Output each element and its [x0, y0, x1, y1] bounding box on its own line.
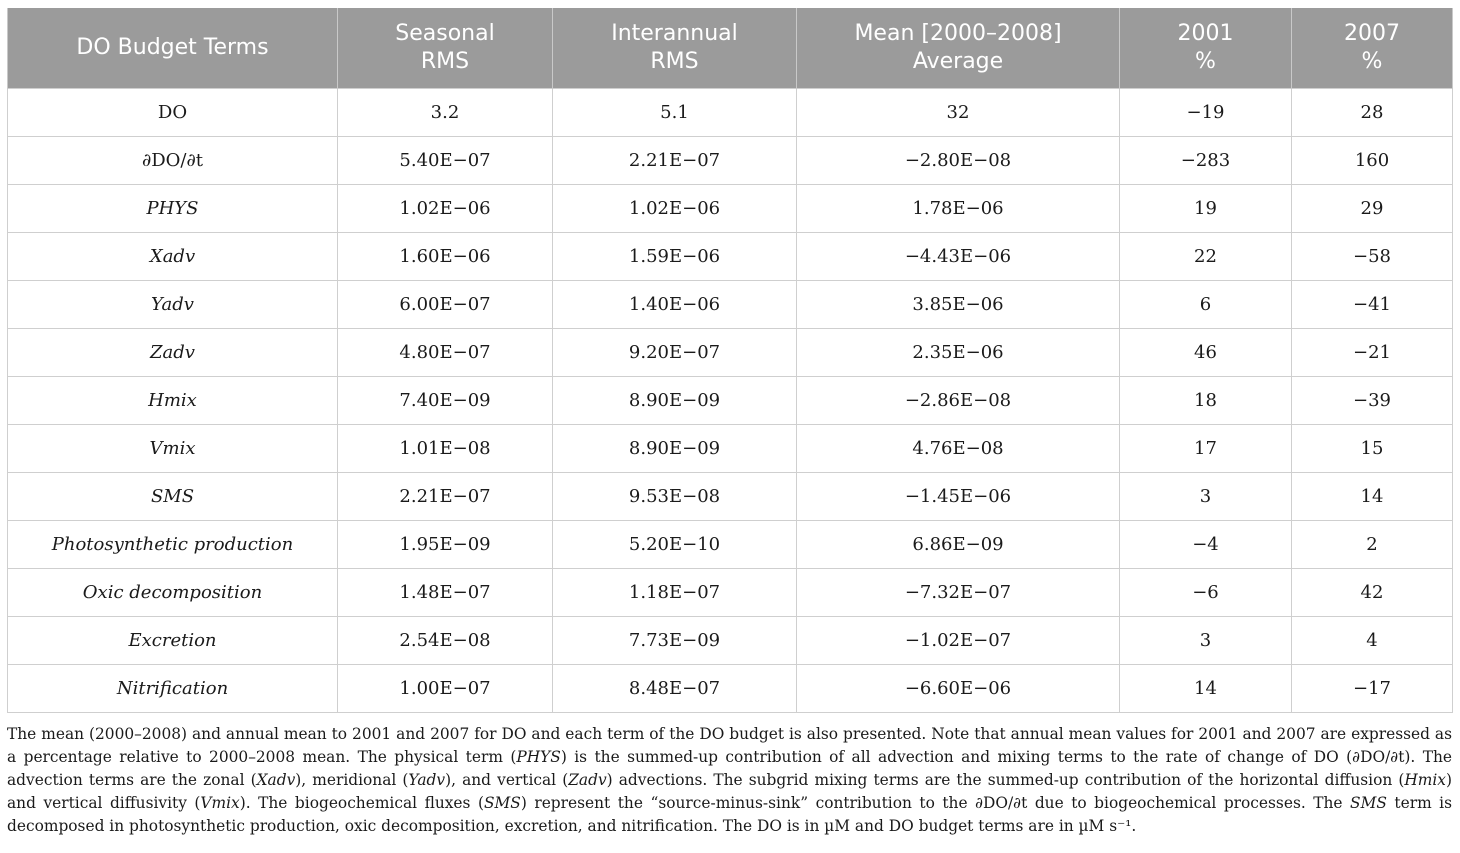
cell-2001-percent: 46 [1120, 329, 1292, 377]
footnote-term: SMS [483, 794, 521, 812]
footnote-term: SMS [1350, 794, 1387, 812]
cell-seasonal-rms: 1.60E−06 [338, 233, 553, 281]
cell-2007-percent: 42 [1292, 569, 1453, 617]
cell-interannual-rms: 5.20E−10 [553, 521, 797, 569]
cell-term: Nitrification [8, 665, 338, 713]
table-body [8, 89, 1453, 713]
cell-interannual-rms: 2.21E−07 [553, 137, 797, 185]
footnote-term: Yadv [408, 771, 446, 789]
table-row [8, 185, 1453, 233]
header-interannual-rms: Interannual RMS [553, 8, 797, 89]
cell-mean: 6.86E−09 [797, 521, 1120, 569]
cell-term: SMS [8, 473, 338, 521]
cell-term: Photosynthetic production [8, 521, 338, 569]
cell-interannual-rms: 1.18E−07 [553, 569, 797, 617]
cell-seasonal-rms: 1.01E−08 [338, 425, 553, 473]
cell-mean: −7.32E−07 [797, 569, 1120, 617]
table-row [8, 233, 1453, 281]
table-row [8, 425, 1453, 473]
table-row [8, 521, 1453, 569]
footnote-term: Hmix [1404, 771, 1446, 789]
header-seasonal-rms: Seasonal RMS [338, 8, 553, 89]
cell-seasonal-rms: 1.95E−09 [338, 521, 553, 569]
cell-2001-percent: 3 [1120, 473, 1292, 521]
cell-2001-percent: 3 [1120, 617, 1292, 665]
footnote-term: Zadv [568, 771, 607, 789]
cell-2007-percent: −21 [1292, 329, 1453, 377]
do-budget-table [7, 8, 1453, 713]
table-row [8, 281, 1453, 329]
cell-term: Oxic decomposition [8, 569, 338, 617]
footnote-term: PHYS [516, 748, 561, 766]
cell-2001-percent: 18 [1120, 377, 1292, 425]
cell-2001-percent: 22 [1120, 233, 1292, 281]
cell-interannual-rms: 9.53E−08 [553, 473, 797, 521]
cell-seasonal-rms: 4.80E−07 [338, 329, 553, 377]
cell-2007-percent: 29 [1292, 185, 1453, 233]
footnote-text: term is decomposed in photosynthetic production, oxic decomposition, excretion, and nitrification. The DO is in µM and DO budget terms are in µM s⁻¹. [7, 794, 1452, 835]
table-row [8, 473, 1453, 521]
cell-mean: 1.78E−06 [797, 185, 1120, 233]
cell-2001-percent: 17 [1120, 425, 1292, 473]
cell-2007-percent: −17 [1292, 665, 1453, 713]
cell-interannual-rms: 8.48E−07 [553, 665, 797, 713]
cell-seasonal-rms: 5.40E−07 [338, 137, 553, 185]
footnote-text: The mean (2000–2008) and annual mean to 2001 and 2007 for DO and each term of the DO budget is also presented. Note that annual mean values for 2001 and 2007 are expressed as a percentage relative to 2000–2008 mean. The physical term ( [7, 725, 1452, 766]
table-row [8, 617, 1453, 665]
cell-term: Zadv [8, 329, 338, 377]
cell-seasonal-rms: 2.54E−08 [338, 617, 553, 665]
cell-mean: −2.80E−08 [797, 137, 1120, 185]
header-do-budget-terms: DO Budget Terms [8, 8, 338, 89]
cell-2001-percent: 6 [1120, 281, 1292, 329]
cell-seasonal-rms: 3.2 [338, 89, 553, 137]
table-row [8, 377, 1453, 425]
table-row [8, 329, 1453, 377]
table-row [8, 137, 1453, 185]
cell-mean: 3.85E−06 [797, 281, 1120, 329]
cell-mean: −2.86E−08 [797, 377, 1120, 425]
table-container [7, 8, 1452, 713]
header-2007-percent: 2007 % [1292, 8, 1453, 89]
cell-mean: −4.43E−06 [797, 233, 1120, 281]
table-row [8, 89, 1453, 137]
header-row [8, 8, 1453, 89]
cell-mean: −6.60E−06 [797, 665, 1120, 713]
cell-2007-percent: −58 [1292, 233, 1453, 281]
table-row [8, 665, 1453, 713]
cell-interannual-rms: 1.59E−06 [553, 233, 797, 281]
cell-interannual-rms: 7.73E−09 [553, 617, 797, 665]
cell-2007-percent: −39 [1292, 377, 1453, 425]
cell-mean: 32 [797, 89, 1120, 137]
cell-2007-percent: 28 [1292, 89, 1453, 137]
table-row [8, 569, 1453, 617]
cell-2007-percent: 160 [1292, 137, 1453, 185]
footnote-text: ) advections. The subgrid mixing terms are the summed-up contribution of the horizontal diffusion ( [606, 771, 1405, 789]
footnote-text: ) and vertical diffusivity ( [7, 771, 1452, 812]
footnote-term: Vmix [200, 794, 240, 812]
cell-seasonal-rms: 6.00E−07 [338, 281, 553, 329]
footnote-text: ) is the summed-up contribution of all advection and mixing terms to the rate of change of DO (∂DO/∂t). The advection terms are the zonal ( [7, 748, 1452, 789]
cell-2001-percent: 14 [1120, 665, 1292, 713]
cell-term: ∂DO/∂t [8, 137, 338, 185]
footnote-text: ). The biogeochemical fluxes ( [239, 794, 484, 812]
cell-interannual-rms: 1.40E−06 [553, 281, 797, 329]
header-2001-percent: 2001 % [1120, 8, 1292, 89]
cell-term: Hmix [8, 377, 338, 425]
cell-2001-percent: −4 [1120, 521, 1292, 569]
cell-term: Yadv [8, 281, 338, 329]
header-mean-average: Mean [2000–2008] Average [797, 8, 1120, 89]
cell-2001-percent: −283 [1120, 137, 1292, 185]
cell-interannual-rms: 9.20E−07 [553, 329, 797, 377]
footnote-text: ), and vertical ( [445, 771, 569, 789]
footnote-text: ) represent the “source-minus-sink” contribution to the ∂DO/∂t due to biogeochemical processes. The [520, 794, 1351, 812]
cell-mean: −1.02E−07 [797, 617, 1120, 665]
table-footnote [7, 723, 1452, 838]
cell-mean: −1.45E−06 [797, 473, 1120, 521]
cell-interannual-rms: 5.1 [553, 89, 797, 137]
cell-interannual-rms: 8.90E−09 [553, 377, 797, 425]
cell-interannual-rms: 1.02E−06 [553, 185, 797, 233]
cell-seasonal-rms: 1.48E−07 [338, 569, 553, 617]
cell-term: PHYS [8, 185, 338, 233]
footnote-term: Xadv [256, 771, 296, 789]
cell-2007-percent: 14 [1292, 473, 1453, 521]
cell-seasonal-rms: 1.00E−07 [338, 665, 553, 713]
footnote-text: ), meridional ( [295, 771, 409, 789]
cell-2007-percent: 2 [1292, 521, 1453, 569]
cell-2007-percent: 4 [1292, 617, 1453, 665]
cell-mean: 4.76E−08 [797, 425, 1120, 473]
cell-seasonal-rms: 2.21E−07 [338, 473, 553, 521]
cell-2001-percent: −19 [1120, 89, 1292, 137]
cell-term: Vmix [8, 425, 338, 473]
table-header [8, 8, 1453, 89]
cell-2001-percent: −6 [1120, 569, 1292, 617]
cell-mean: 2.35E−06 [797, 329, 1120, 377]
cell-term: DO [8, 89, 338, 137]
cell-2007-percent: 15 [1292, 425, 1453, 473]
cell-interannual-rms: 8.90E−09 [553, 425, 797, 473]
cell-seasonal-rms: 1.02E−06 [338, 185, 553, 233]
cell-term: Excretion [8, 617, 338, 665]
cell-seasonal-rms: 7.40E−09 [338, 377, 553, 425]
cell-term: Xadv [8, 233, 338, 281]
cell-2001-percent: 19 [1120, 185, 1292, 233]
cell-2007-percent: −41 [1292, 281, 1453, 329]
